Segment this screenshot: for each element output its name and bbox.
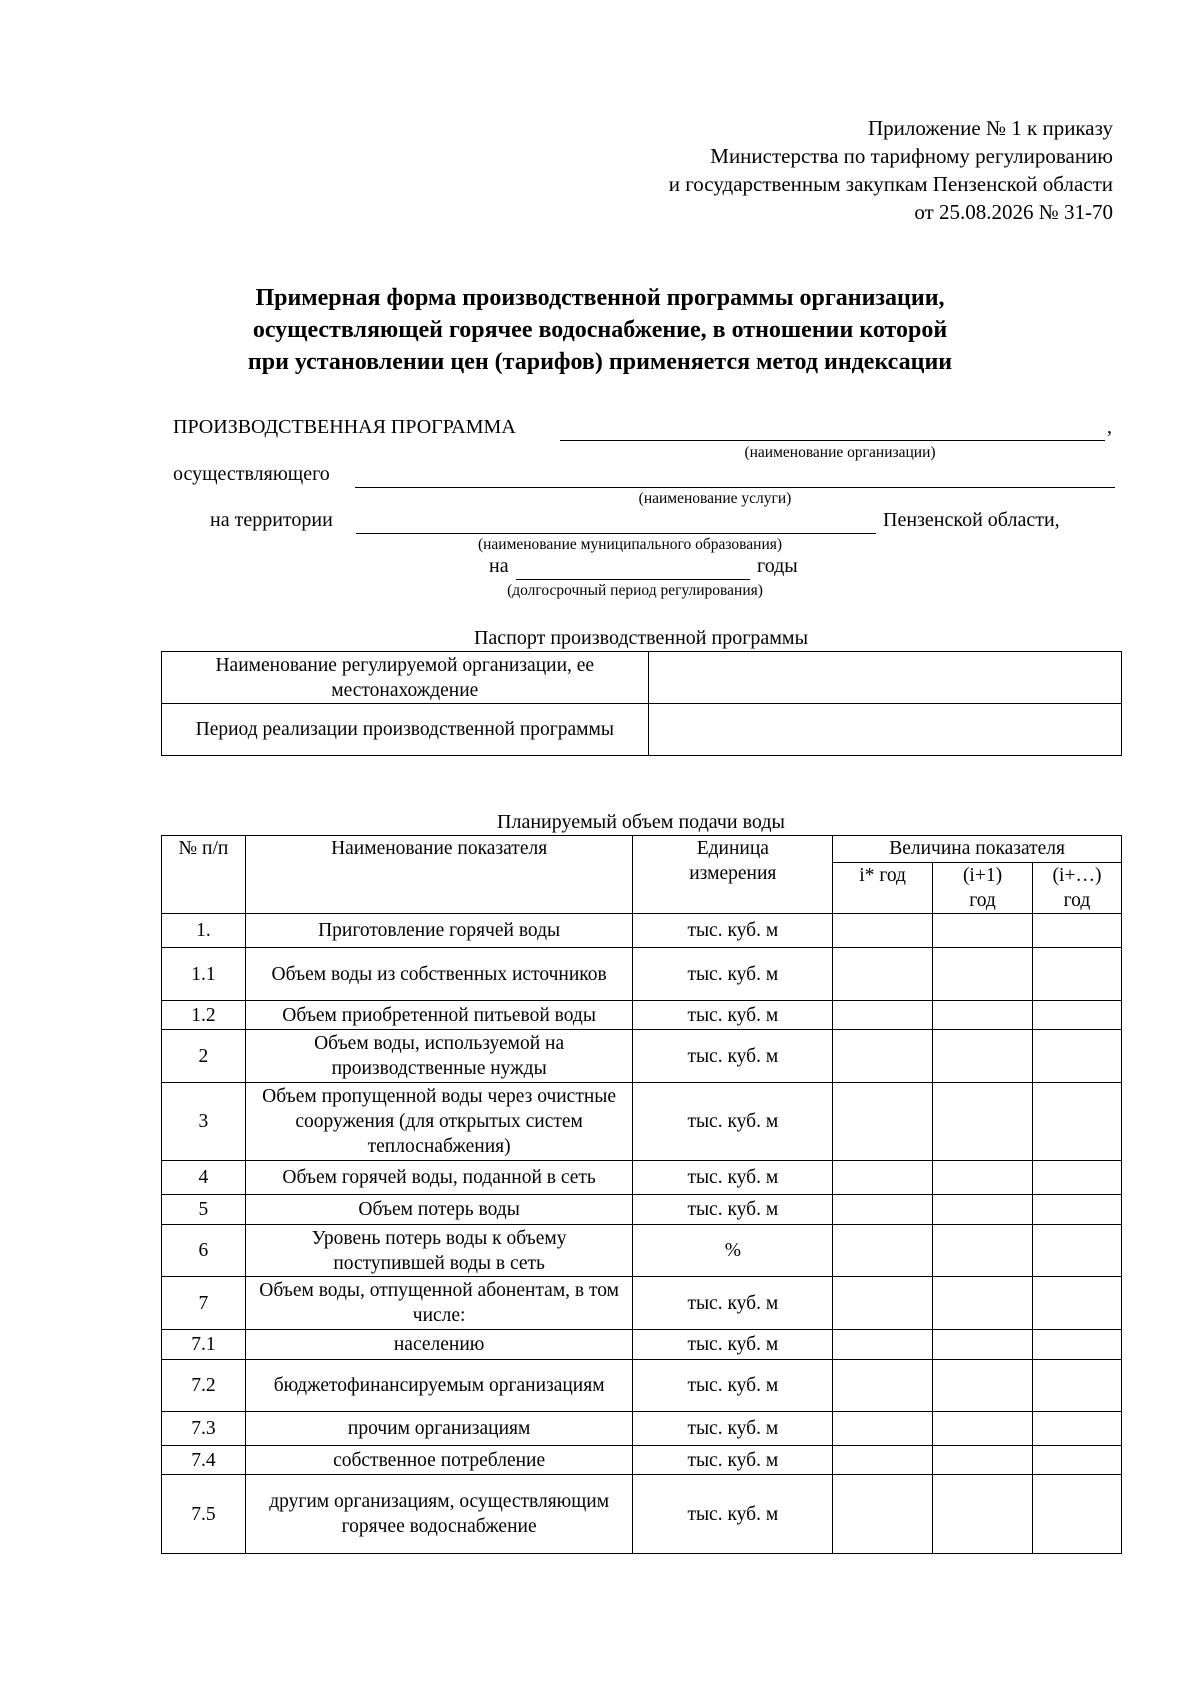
- row-unit: тыс. куб. м: [633, 1360, 833, 1412]
- header-num: № п/п: [162, 836, 246, 914]
- value-year-in[interactable]: [1032, 914, 1121, 948]
- row-name: собственное потребление: [245, 1446, 633, 1475]
- value-year-i[interactable]: [833, 1330, 933, 1360]
- value-year-i[interactable]: [833, 948, 933, 1001]
- row-name: Объем воды, отпущенной абонентам, в том числе:: [245, 1277, 633, 1330]
- row-num: 5: [162, 1195, 246, 1225]
- order-reference-line: и государственным закупкам Пензенской области: [668, 172, 1113, 196]
- value-year-i1[interactable]: [933, 1195, 1033, 1225]
- territory-suffix: Пензенской области,: [883, 509, 1060, 531]
- row-name: Объем пропущенной воды через очистные сооружения (для открытых систем теплоснабжения): [245, 1083, 633, 1161]
- passport-row: [162, 704, 1122, 756]
- table-row: [162, 1475, 1122, 1554]
- value-year-in[interactable]: [1032, 1412, 1121, 1446]
- row-unit: тыс. куб. м: [633, 914, 833, 948]
- row-name: Объем потерь воды: [245, 1195, 633, 1225]
- title-line: при установлении цен (тарифов) применяется метод индексации: [247, 349, 953, 375]
- row-unit: тыс. куб. м: [633, 1001, 833, 1030]
- value-year-in[interactable]: [1032, 948, 1121, 1001]
- value-year-in[interactable]: [1032, 1001, 1121, 1030]
- table-row: [162, 1330, 1122, 1360]
- row-name: Объем воды из собственных источников: [245, 948, 633, 1001]
- value-year-i[interactable]: [833, 914, 933, 948]
- order-reference-line: Министерства по тарифному регулированию: [710, 144, 1113, 168]
- value-year-i[interactable]: [833, 1001, 933, 1030]
- value-year-in[interactable]: [1032, 1161, 1121, 1195]
- row-unit: %: [633, 1225, 833, 1277]
- program-label: ПРОИЗВОДСТВЕННАЯ ПРОГРАММА: [173, 416, 516, 438]
- value-year-i1[interactable]: [933, 1161, 1033, 1195]
- value-year-in[interactable]: [1032, 1225, 1121, 1277]
- table-row: [162, 914, 1122, 948]
- table-row: [162, 1001, 1122, 1030]
- row-num: 7.2: [162, 1360, 246, 1412]
- period-prefix: на: [489, 555, 509, 577]
- value-year-i[interactable]: [833, 1030, 933, 1083]
- row-num: 7: [162, 1277, 246, 1330]
- value-year-i1[interactable]: [933, 1030, 1033, 1083]
- table-row: [162, 1277, 1122, 1330]
- organization-name-blank[interactable]: [560, 418, 1105, 441]
- value-year-i1[interactable]: [933, 1446, 1033, 1475]
- order-reference-line: от 25.08.2026 № 31-70: [914, 200, 1113, 224]
- title-line: осуществляющей горячее водоснабжение, в отношении которой: [252, 317, 948, 343]
- header-year-i1: (i+1) год: [933, 863, 1033, 914]
- row-name: Уровень потерь воды к объему поступившей воды в сеть: [245, 1225, 633, 1277]
- row-unit: тыс. куб. м: [633, 1030, 833, 1083]
- row-unit: тыс. куб. м: [633, 1277, 833, 1330]
- table-row: [162, 1030, 1122, 1083]
- row-num: 7.1: [162, 1330, 246, 1360]
- row-name: бюджетофинансируемым организациям: [245, 1360, 633, 1412]
- title-line: Примерная форма производственной программы организации,: [255, 285, 945, 311]
- value-year-i1[interactable]: [933, 1225, 1033, 1277]
- header-name: Наименование показателя: [245, 836, 633, 914]
- value-year-i1[interactable]: [933, 1277, 1033, 1330]
- service-name-blank[interactable]: [355, 465, 1115, 488]
- value-year-in[interactable]: [1032, 1360, 1121, 1412]
- row-unit: тыс. куб. м: [633, 1195, 833, 1225]
- table-row: [162, 1412, 1122, 1446]
- table-row: [162, 1161, 1122, 1195]
- program-comma: ,: [1107, 416, 1112, 438]
- value-year-in[interactable]: [1032, 1195, 1121, 1225]
- service-name-hint: (наименование услуги): [638, 490, 792, 507]
- value-year-in[interactable]: [1032, 1030, 1121, 1083]
- table-row: [162, 1225, 1122, 1277]
- row-name: Объем горячей воды, поданной в сеть: [245, 1161, 633, 1195]
- row-unit: тыс. куб. м: [633, 948, 833, 1001]
- table-header-row: [162, 836, 1122, 863]
- territory-label: на территории: [210, 509, 333, 531]
- row-unit: тыс. куб. м: [633, 1446, 833, 1475]
- volume-caption: Планируемый объем подачи воды: [497, 811, 785, 833]
- value-year-i1[interactable]: [933, 1083, 1033, 1161]
- table-row: [162, 1195, 1122, 1225]
- value-year-i[interactable]: [833, 1360, 933, 1412]
- row-num: 7.5: [162, 1475, 246, 1554]
- value-year-i1[interactable]: [933, 1475, 1033, 1554]
- value-year-in[interactable]: [1032, 1475, 1121, 1554]
- value-year-i1[interactable]: [933, 1360, 1033, 1412]
- value-year-i1[interactable]: [933, 1330, 1033, 1360]
- row-name: прочим организациям: [245, 1412, 633, 1446]
- value-year-i1[interactable]: [933, 948, 1033, 1001]
- row-unit: тыс. куб. м: [633, 1475, 833, 1554]
- table-row: [162, 1360, 1122, 1412]
- value-year-i[interactable]: [833, 1277, 933, 1330]
- row-num: 4: [162, 1161, 246, 1195]
- value-year-i[interactable]: [833, 1225, 933, 1277]
- row-unit: тыс. куб. м: [633, 1412, 833, 1446]
- row-name: Объем воды, используемой на производственные нужды: [245, 1030, 633, 1083]
- header-year-i: i* год: [833, 863, 933, 914]
- row-name: другим организациям, осуществляющим горячее водоснабжение: [245, 1475, 633, 1554]
- value-year-i[interactable]: [833, 1475, 933, 1554]
- value-year-i[interactable]: [833, 1412, 933, 1446]
- territory-name-hint: (наименование муниципального образования): [477, 536, 783, 553]
- organization-name-hint: (наименование организации): [744, 444, 936, 461]
- row-num: 2: [162, 1030, 246, 1083]
- value-year-i[interactable]: [833, 1083, 933, 1161]
- passport-row: [162, 652, 1122, 704]
- row-num: 3: [162, 1083, 246, 1161]
- table-row: [162, 1446, 1122, 1475]
- period-suffix: годы: [757, 555, 798, 577]
- value-year-i1[interactable]: [933, 914, 1033, 948]
- value-year-in[interactable]: [1032, 1330, 1121, 1360]
- row-unit: тыс. куб. м: [633, 1161, 833, 1195]
- order-reference-line: Приложение № 1 к приказу: [868, 116, 1113, 140]
- passport-caption: Паспорт производственной программы: [473, 627, 809, 649]
- service-label: осуществляющего: [173, 463, 330, 485]
- value-year-in[interactable]: [1032, 1446, 1121, 1475]
- header-year-in: (i+…) год: [1032, 863, 1121, 914]
- passport-value[interactable]: [648, 652, 1121, 704]
- passport-value[interactable]: [648, 704, 1121, 756]
- value-year-i[interactable]: [833, 1161, 933, 1195]
- passport-label: Период реализации производственной программы: [162, 704, 649, 756]
- row-name: населению: [245, 1330, 633, 1360]
- header-value-group: Величина показателя: [833, 836, 1122, 863]
- passport-label: Наименование регулируемой организации, ее местонахождение: [162, 652, 649, 704]
- row-name: Объем приобретенной питьевой воды: [245, 1001, 633, 1030]
- value-year-i1[interactable]: [933, 1412, 1033, 1446]
- period-blank[interactable]: [516, 557, 750, 580]
- table-row: [162, 948, 1122, 1001]
- value-year-i1[interactable]: [933, 1001, 1033, 1030]
- table-row: [162, 1083, 1122, 1161]
- period-hint: (долгосрочный период регулирования): [507, 582, 763, 599]
- value-year-in[interactable]: [1032, 1083, 1121, 1161]
- row-num: 1.1: [162, 948, 246, 1001]
- row-unit: тыс. куб. м: [633, 1083, 833, 1161]
- row-num: 1.: [162, 914, 246, 948]
- passport-table: [161, 651, 1122, 756]
- water-volume-table: [161, 835, 1122, 1554]
- row-num: 1.2: [162, 1001, 246, 1030]
- value-year-i[interactable]: [833, 1446, 933, 1475]
- row-num: 7.4: [162, 1446, 246, 1475]
- document-title: [0, 282, 1200, 378]
- header-unit: Единица измерения: [633, 836, 833, 914]
- row-num: 6: [162, 1225, 246, 1277]
- order-reference: [669, 114, 1113, 226]
- row-num: 7.3: [162, 1412, 246, 1446]
- value-year-in[interactable]: [1032, 1277, 1121, 1330]
- value-year-i[interactable]: [833, 1195, 933, 1225]
- territory-name-blank[interactable]: [356, 511, 876, 534]
- row-name: Приготовление горячей воды: [245, 914, 633, 948]
- row-unit: тыс. куб. м: [633, 1330, 833, 1360]
